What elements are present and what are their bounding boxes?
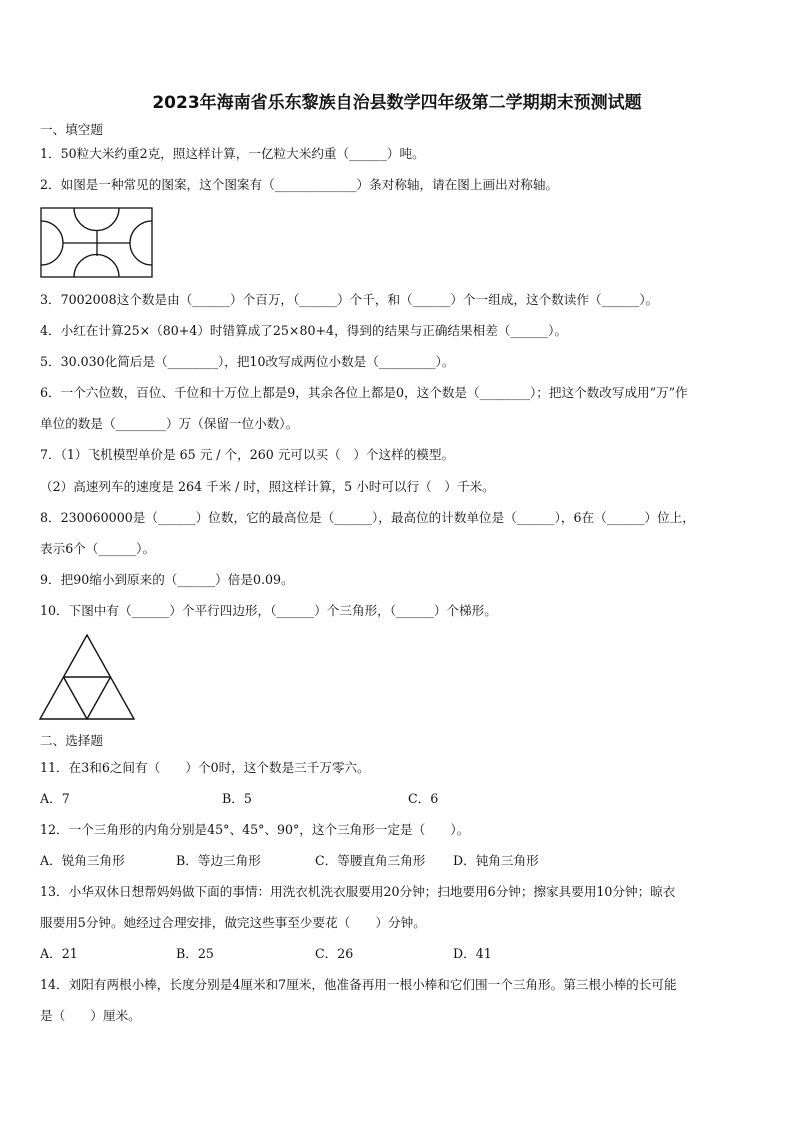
- page-title: 2023年海南省乐东黎族自治县数学四年级第二学期期末预测试题: [152, 93, 642, 113]
- question-14-line-2: 是（ ）厘米。: [40, 1008, 141, 1023]
- question-2: 2．如图是一种常见的图案，这个图案有（_____________）条对称轴，请在图上画出对称轴。: [40, 177, 559, 192]
- question-13-line-2: 服要用5分钟。她经过合理安排，做完这些事至少要花（ ）分钟。: [40, 915, 426, 930]
- q12-option-d: D．钝角三角形: [453, 853, 539, 868]
- q12-option-a: A．锐角三角形: [40, 853, 125, 868]
- q13-option-c: C．26: [315, 946, 354, 961]
- question-7-part-2: （2）高速列车的速度是 264 千米 / 时，照这样计算，5 小时可以行（ ）千米。: [40, 479, 495, 494]
- question-6-line-1: 6．一个六位数，百位、千位和十万位上都是9，其余各位上都是0，这个数是（________）；把这个数改写成用“万”作: [40, 385, 688, 400]
- question-9: 9．把90缩小到原来的（______）倍是0.09。: [40, 572, 294, 587]
- section-fill-heading: 一、填空题: [40, 122, 103, 137]
- question-1: 1．50粒大米约重2克，照这样计算，一亿粒大米约重（______）吨。: [40, 146, 425, 161]
- q12-option-b: B．等边三角形: [176, 853, 261, 868]
- question-12: 12．一个三角形的内角分别是45°、45°、90°，这个三角形一定是（ ）。: [40, 822, 470, 837]
- question-7-part-1: 7．（1）飞机模型单价是 65 元 / 个，260 元可以买（ ）个这样的模型。: [40, 447, 455, 462]
- q11-option-c: C．6: [408, 791, 439, 806]
- question-3: 3．7002008这个数是由（______）个百万，（______）个千，和（______）个一组成，这个数读作（______）。: [40, 292, 659, 307]
- question-13-line-1: 13．小华双休日想帮妈妈做下面的事情：用洗衣机洗衣服要用20分钟；扫地要用6分钟；擦家具要用10分钟；晾衣: [40, 884, 676, 899]
- question-5: 5．30.030化简后是（________），把10改写成两位小数是（_________）。: [40, 354, 455, 369]
- section-choice-heading: 二、选择题: [40, 733, 103, 748]
- q13-option-d: D．41: [453, 946, 492, 961]
- question-14-line-1: 14．刘阳有两根小棒，长度分别是4厘米和7厘米，他准备再用一根小棒和它们围一个三角形。第三根小棒的长可能: [40, 977, 677, 992]
- q11-option-b: B．5: [222, 791, 252, 806]
- q11-option-a: A．7: [40, 791, 70, 806]
- q12-option-c: C．等腰直角三角形: [315, 853, 426, 868]
- question-6-line-2: 单位的数是（________）万（保留一位小数）。: [40, 416, 299, 431]
- question-11: 11．在3和6之间有（ ）个0时，这个数是三千万零六。: [40, 760, 370, 775]
- symmetry-pattern-figure: [40, 207, 154, 279]
- question-4: 4．小红在计算25×（80+4）时错算成了25×80+4，得到的结果与正确结果相差（______）。: [40, 323, 568, 338]
- q13-option-b: B．25: [176, 946, 214, 961]
- question-8-line-1: 8．230060000是（______）位数，它的最高位是（______），最高位的计数单位是（______），6在（______）位上，: [40, 510, 695, 525]
- q13-option-a: A．21: [40, 946, 78, 961]
- question-10: 10．下图中有（______）个平行四边形，（______）个三角形，（______）个梯形。: [40, 603, 497, 618]
- triangle-figure: [38, 633, 136, 721]
- question-8-line-2: 表示6个（______）。: [40, 541, 156, 556]
